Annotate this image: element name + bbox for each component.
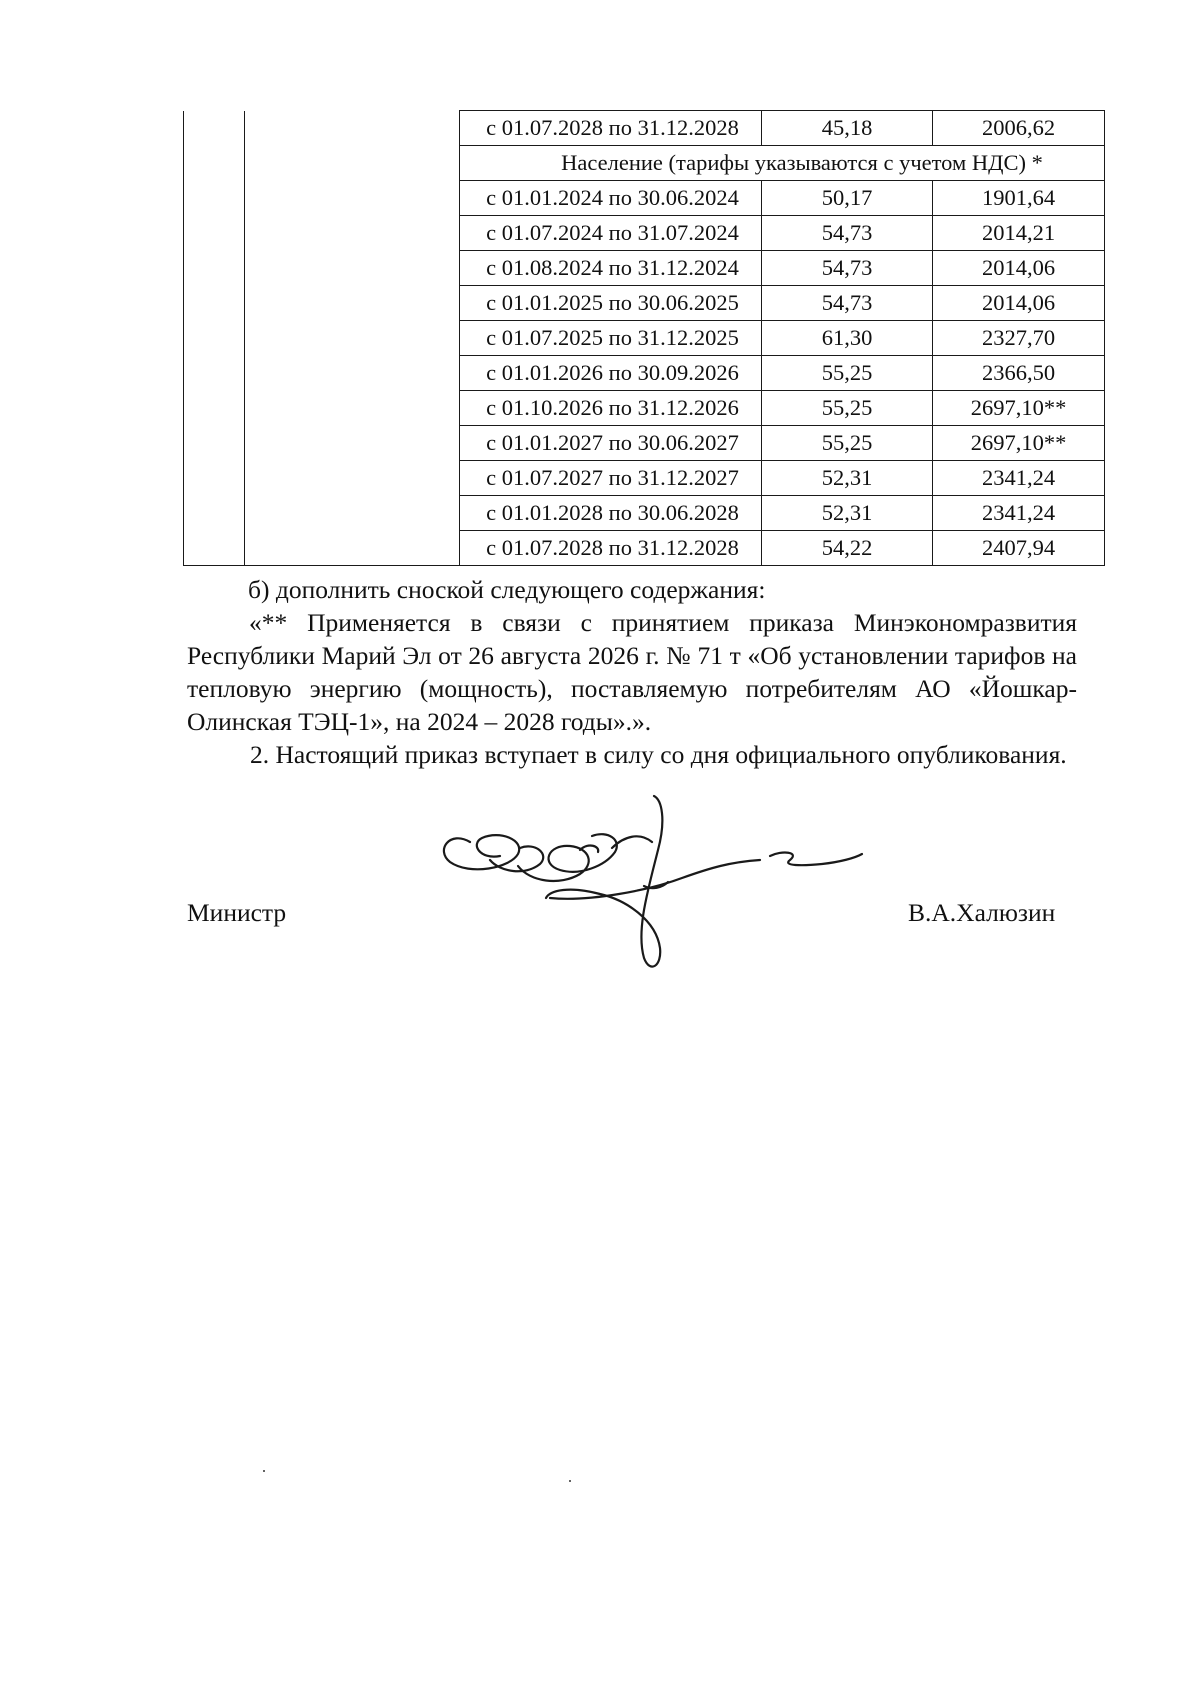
value2-cell: 2697,10**	[933, 391, 1105, 426]
value1-cell: 55,25	[762, 391, 933, 426]
value1-cell: 54,73	[762, 216, 933, 251]
period-cell: с 01.07.2025 по 31.12.2025	[460, 321, 762, 356]
value1-cell: 54,73	[762, 286, 933, 321]
period-cell: с 01.07.2028 по 31.12.2028	[460, 111, 762, 146]
period-cell: с 01.01.2025 по 30.06.2025	[460, 286, 762, 321]
value2-cell: 2006,62	[933, 111, 1105, 146]
value2-cell: 2341,24	[933, 496, 1105, 531]
handwritten-signature	[430, 790, 870, 980]
value2-cell: 1901,64	[933, 181, 1105, 216]
value1-cell: 45,18	[762, 111, 933, 146]
value2-cell: 2014,06	[933, 286, 1105, 321]
section-title-cell: Население (тарифы указываются с учетом НДС) *	[460, 146, 1105, 181]
table-blank-cell	[184, 111, 245, 566]
period-cell: с 01.01.2027 по 30.06.2027	[460, 426, 762, 461]
value1-cell: 52,31	[762, 496, 933, 531]
table-blank-cell	[245, 111, 460, 566]
value2-cell: 2366,50	[933, 356, 1105, 391]
period-cell: с 01.01.2024 по 30.06.2024	[460, 181, 762, 216]
value1-cell: 61,30	[762, 321, 933, 356]
period-cell: с 01.07.2027 по 31.12.2027	[460, 461, 762, 496]
value2-cell: 2014,06	[933, 251, 1105, 286]
value2-cell: 2014,21	[933, 216, 1105, 251]
period-cell: с 01.07.2028 по 31.12.2028	[460, 531, 762, 566]
period-cell: с 01.01.2028 по 30.06.2028	[460, 496, 762, 531]
table-row	[184, 111, 1105, 146]
period-cell: с 01.07.2024 по 31.07.2024	[460, 216, 762, 251]
value2-cell: 2407,94	[933, 531, 1105, 566]
period-cell: с 01.08.2024 по 31.12.2024	[460, 251, 762, 286]
value1-cell: 54,73	[762, 251, 933, 286]
footnote-paragraph: «** Применяется в связи с принятием приказа Минэкономразвития Республики Марий Эл от 26 августа 2026 г. № 71 т «Об установлении тарифов на тепловую энергию (мощность), поставляемую потребителям АО «Йошкар-Олинская ТЭЦ-1», на 2024 – 2028 годы».».	[187, 608, 1077, 736]
value2-cell: 2697,10**	[933, 426, 1105, 461]
body-text	[187, 573, 1077, 771]
value1-cell: 50,17	[762, 181, 933, 216]
value1-cell: 52,31	[762, 461, 933, 496]
value1-cell: 55,25	[762, 356, 933, 391]
tariff-table-body	[184, 111, 1105, 566]
period-cell: с 01.10.2026 по 31.12.2026	[460, 391, 762, 426]
scan-speck	[263, 1470, 265, 1472]
item-2-paragraph: 2. Настоящий приказ вступает в силу со дня официального опубликования.	[250, 740, 1067, 769]
scan-speck	[569, 1480, 571, 1482]
period-cell: с 01.01.2026 по 30.09.2026	[460, 356, 762, 391]
signatory-position: Министр	[187, 898, 287, 927]
value1-cell: 54,22	[762, 531, 933, 566]
value2-cell: 2327,70	[933, 321, 1105, 356]
value2-cell: 2341,24	[933, 461, 1105, 496]
item-b-paragraph: б) дополнить сноской следующего содержания:	[248, 575, 766, 604]
value1-cell: 55,25	[762, 426, 933, 461]
tariff-table	[183, 110, 1105, 566]
signatory-name: В.А.Халюзин	[908, 898, 1056, 927]
